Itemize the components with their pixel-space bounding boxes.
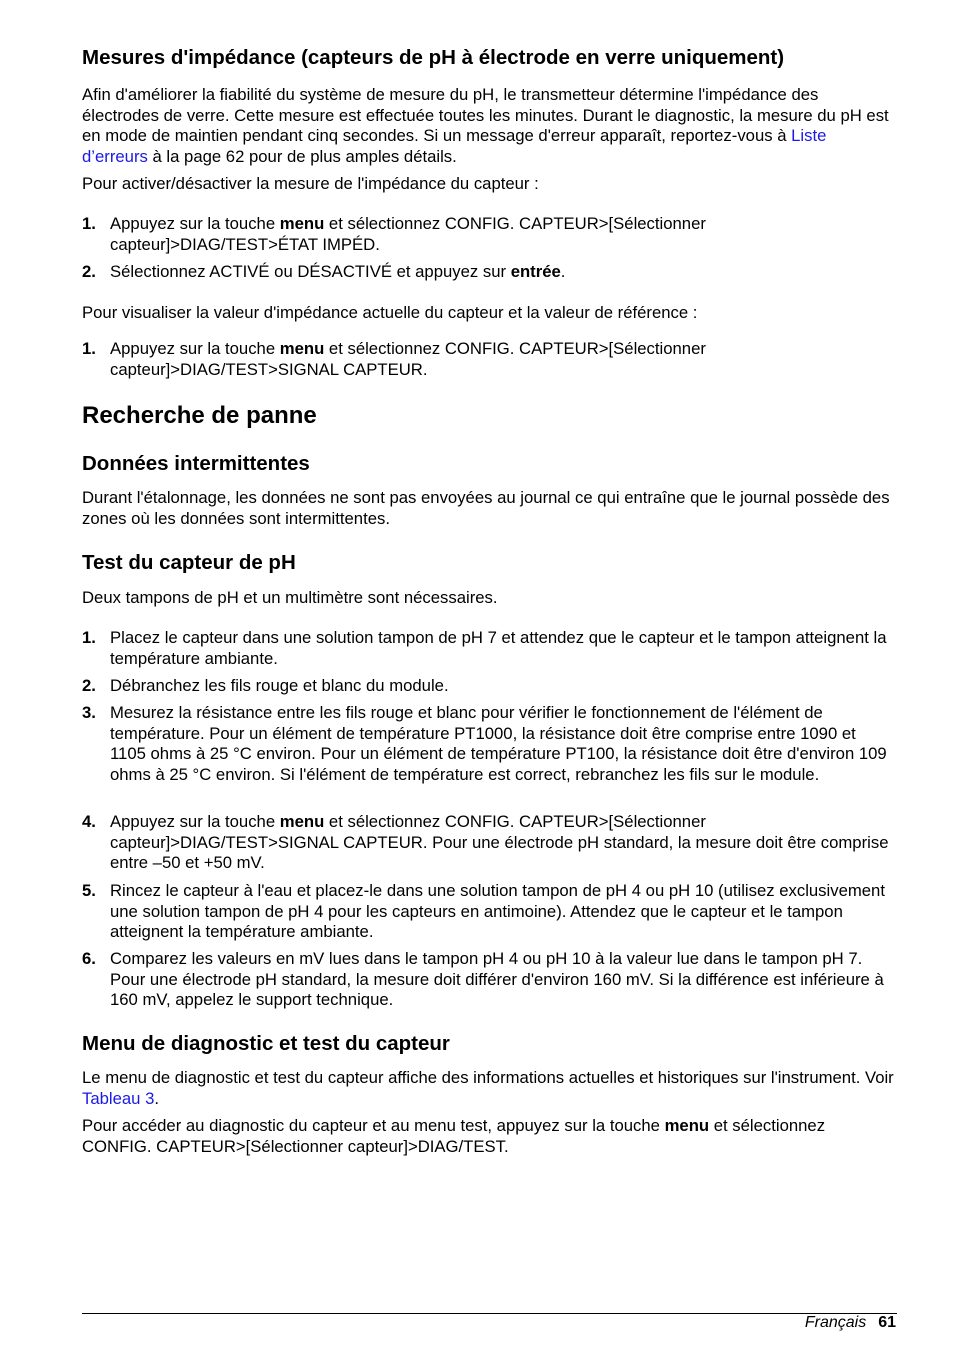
table-3-link[interactable]: Tableau 3 bbox=[82, 1088, 155, 1108]
activate-step-2 bbox=[82, 262, 894, 283]
step-text: Débranchez les fils rouge et blanc du module. bbox=[110, 676, 449, 695]
ph-test-step-6 bbox=[82, 949, 894, 1011]
step-key: menu bbox=[279, 214, 325, 233]
step-number: 5. bbox=[82, 881, 96, 900]
step-text-post: et sélectionnez CONFIG. CAPTEUR>[Sélectionner capteur]>DIAG/TEST>SIGNAL CAPTEUR. Pour une électrode pH standard, la mesure doit être comprise entre –50 et +50 mV. bbox=[110, 812, 889, 872]
access-text-pre: Pour accéder au diagnostic du capteur et au menu test, appuyez sur la touche bbox=[82, 1116, 665, 1135]
step-text: Mesurez la résistance entre les fils rouge et blanc pour vérifier le fonctionnement de l'élément de température. Pour un élément de température PT1000, la résistance doit être comprise entre 1090 et 1105 ohms à 25 °C environ. Pour un élément de température PT100, la résistance doit être d'environ 109 ohms à 25 °C environ. Si l'élément de température est correct, rebranchez les fils sur le module. bbox=[110, 703, 887, 784]
diag-text-pre: Le menu de diagnostic et test du capteur affiche des informations actuelles et historiques sur l'instrument. Voir bbox=[82, 1068, 894, 1087]
step-text-pre: Sélectionnez ACTIVÉ ou DÉSACTIVÉ et appuyez sur bbox=[110, 262, 511, 281]
ph-test-step-3 bbox=[82, 703, 894, 785]
step-text-post: . bbox=[560, 262, 566, 281]
section-title-impedance: Mesures d'impédance (capteurs de pH à électrode en verre uniquement) bbox=[82, 46, 785, 69]
step-key: entrée bbox=[510, 262, 561, 281]
step-text bbox=[110, 339, 894, 380]
step-text: Placez le capteur dans une solution tampon de pH 7 et attendez que le capteur et le tampon atteignent la température ambiante. bbox=[110, 628, 887, 668]
diag-text-post: . bbox=[154, 1088, 160, 1108]
heading-troubleshooting: Recherche de panne bbox=[82, 402, 317, 429]
heading-intermittent-data: Données intermittentes bbox=[82, 452, 310, 475]
step-number: 1. bbox=[82, 339, 96, 358]
view-intro: Pour visualiser la valeur d'impédance actuelle du capteur et la valeur de référence : bbox=[82, 303, 698, 322]
ph-test-step-4 bbox=[82, 812, 894, 874]
ph-test-intro: Deux tampons de pH et un multimètre sont nécessaires. bbox=[82, 588, 498, 607]
step-number: 2. bbox=[82, 676, 96, 695]
step-number: 1. bbox=[82, 214, 96, 233]
view-step-1 bbox=[82, 339, 894, 380]
intermittent-text: Durant l'étalonnage, les données ne sont pas envoyées au journal ce qui entraîne que le journal possède des zones où les données sont intermittentes. bbox=[82, 488, 890, 528]
ph-test-step-1 bbox=[82, 628, 894, 669]
diag-access-text bbox=[82, 1116, 894, 1157]
intro-text-pre: Afin d'améliorer la fiabilité du système de mesure du pH, le transmetteur détermine l'impédance des électrodes de verre. Cette mesure est effectuée toutes les minutes. Durant le diagnostic, la mesure du pH est en mode de maintien pendant cinq secondes. Si un message d'erreur apparaît, reportez-vous à bbox=[82, 85, 889, 145]
step-text bbox=[110, 812, 894, 874]
step-number: 6. bbox=[82, 949, 96, 968]
error-list-link[interactable]: Liste d’erreurs bbox=[82, 126, 827, 166]
step-text: Rincez le capteur à l'eau et placez-le dans une solution tampon de pH 4 ou pH 10 (utilisez exclusivement une solution tampon de pH 4 pour les capteurs en antimoine). Attendez que le capteur et le tampon atteignent la température ambiante. bbox=[110, 881, 885, 941]
step-text-post: et sélectionnez CONFIG. CAPTEUR>[Sélectionner capteur]>DIAG/TEST>SIGNAL CAPTEUR. bbox=[110, 339, 706, 379]
step-text-pre: Appuyez sur la touche bbox=[110, 214, 280, 233]
step-key: menu bbox=[279, 339, 325, 358]
page-footer bbox=[805, 1314, 896, 1332]
step-text bbox=[110, 262, 894, 283]
step-text-pre: Appuyez sur la touche bbox=[110, 339, 280, 358]
impedance-intro bbox=[82, 85, 894, 167]
ph-test-step-2 bbox=[82, 676, 894, 697]
page-number: 61 bbox=[878, 1314, 896, 1331]
step-text bbox=[110, 214, 894, 255]
step-text-post: et sélectionnez CONFIG. CAPTEUR>[Sélectionner capteur]>DIAG/TEST>ÉTAT IMPÉD. bbox=[110, 214, 706, 254]
step-number: 3. bbox=[82, 703, 96, 722]
step-number: 1. bbox=[82, 628, 96, 647]
step-text: Comparez les valeurs en mV lues dans le tampon pH 4 ou pH 10 à la valeur lue dans le tampon pH 7. Pour une électrode pH standard, la mesure doit différer d'environ 160 mV. Si la différence est inférieure à 160 mV, appelez le support technique. bbox=[110, 949, 884, 1009]
diag-menu-text bbox=[82, 1068, 894, 1109]
ph-test-step-5 bbox=[82, 881, 894, 943]
heading-ph-sensor-test: Test du capteur de pH bbox=[82, 551, 296, 574]
step-text-pre: Appuyez sur la touche bbox=[110, 812, 280, 831]
heading-diagnostic-menu: Menu de diagnostic et test du capteur bbox=[82, 1032, 450, 1055]
step-number: 2. bbox=[82, 262, 96, 281]
access-key: menu bbox=[664, 1116, 710, 1135]
footer-language: Français bbox=[804, 1314, 867, 1331]
step-number: 4. bbox=[82, 812, 96, 831]
step-key: menu bbox=[279, 812, 325, 831]
access-text-post: et sélectionnez CONFIG. CAPTEUR>[Sélectionner capteur]>DIAG/TEST. bbox=[82, 1116, 826, 1156]
activate-intro: Pour activer/désactiver la mesure de l'impédance du capteur : bbox=[82, 174, 539, 193]
intro-text-post: à la page 62 pour de plus amples détails. bbox=[147, 146, 457, 166]
footer-divider bbox=[82, 1313, 897, 1314]
activate-step-1 bbox=[82, 214, 894, 255]
